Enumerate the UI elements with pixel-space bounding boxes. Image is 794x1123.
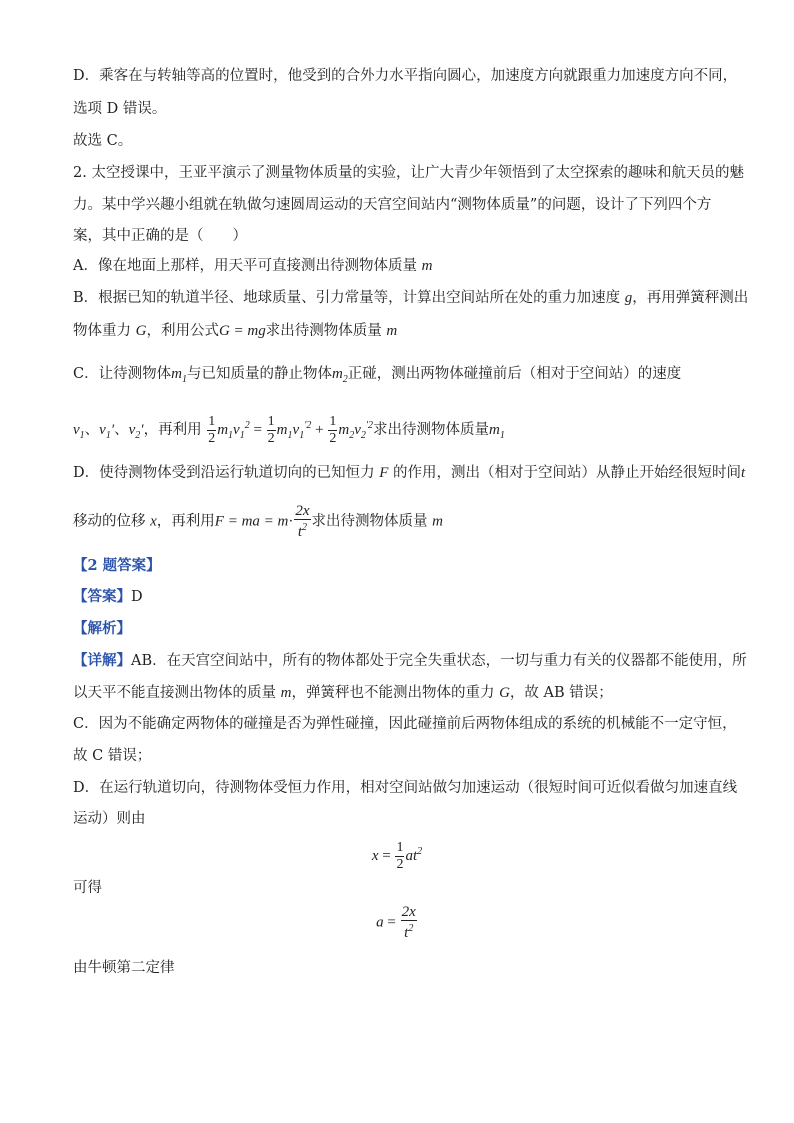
formula-g-mg: G = mg: [218, 323, 266, 339]
option-b-line-2: 物体重力 G，利用公式G = mg求出待测物体质量 m: [73, 323, 398, 339]
analysis-tag: 【解析】: [73, 620, 131, 637]
derive-text: 可得: [73, 880, 102, 896]
detail-line-4: 故 C 错误；: [73, 748, 152, 764]
detail-line-5: D．在运行轨道切向，待测物体受恒力作用，相对空间站做匀加速运动（很短时间可近似看做匀加速直线: [73, 780, 738, 796]
detail-line-6: 运动）则由: [73, 811, 146, 827]
answer-section-tag: 【2 题答案】: [73, 557, 161, 574]
detail-line-2: 以天平不能直接测出物体的质量 m，弹簧秤也不能测出物体的重力 G，故 AB 错误；: [73, 685, 613, 701]
detail-line-1: 【详解】AB．在天宫空间站中，所有的物体都处于完全失重状态，一切与重力有关的仪器都不能使用，所: [73, 652, 747, 669]
answer-line: 【答案】D: [73, 588, 143, 605]
prev-answer-d: D．乘客在与转轴等高的位置时，他受到的合外力水平指向圆心，加速度方向就跟重力加速度方向不同，: [73, 68, 738, 84]
equation-x: x = $\frac{1}{2}$ $at^2$: [371, 839, 423, 872]
option-d-line-2: 移动的位移 x，再利用F = ma = m· $\frac{2x}{t^2}$ 求出待测物体质量 m: [73, 503, 443, 540]
detail-line-3: C．因为不能确定两物体的碰撞是否为弹性碰撞，因此碰撞前后两物体组成的系统的机械能不一定守恒，: [73, 716, 737, 732]
option-d-line-1: D．使待测物体受到沿运行轨道切向的已知恒力 F 的作用，测出（相对于空间站）从静止开始经很短时间t: [73, 465, 746, 481]
prev-conclusion: 故选 C。: [73, 133, 133, 149]
option-c-line-2: $v_1$、$v_1'$、$v_2'$，再利用 $\frac{1}{2}$ $m_1v_1^2$ = $\frac{1}{2}$ $m_1v_1^{'2}$ + $\frac{1}{2}$ $m_2v_2^{'2}$求出待测物体质量$m_1$: [73, 413, 505, 446]
equation-a: a = $\frac{2x}{t^2}$: [376, 904, 416, 941]
question-2-line-3: 案，其中正确的是（ ）: [73, 228, 247, 244]
question-2-line-2: 力。某中学兴趣小组就在轨做匀速圆周运动的天宫空间站内“测物体质量”的问题，设计了下列四个方: [73, 197, 712, 213]
newton-second-law-text: 由牛顿第二定律: [73, 960, 175, 976]
prev-answer-d-cont: 选项 D 错误。: [73, 101, 167, 117]
question-2-line-1: 2. 太空授课中，王亚平演示了测量物体质量的实验，让广大青少年领悟到了太空探索的趣味和航天员的魅: [73, 165, 744, 181]
option-c-line-1: C．让待测物体$m_1$与已知质量的静止物体$m_2$正碰，测出两物体碰撞前后（相对于空间站）的速度: [73, 366, 682, 385]
option-a: A．像在地面上那样，用天平可直接测出待测物体质量 m: [73, 258, 433, 274]
option-b-line-1: B．根据已知的轨道半径、地球质量、引力常量等，计算出空间站所在处的重力加速度 g，再用弹簧秤测出: [73, 290, 749, 306]
